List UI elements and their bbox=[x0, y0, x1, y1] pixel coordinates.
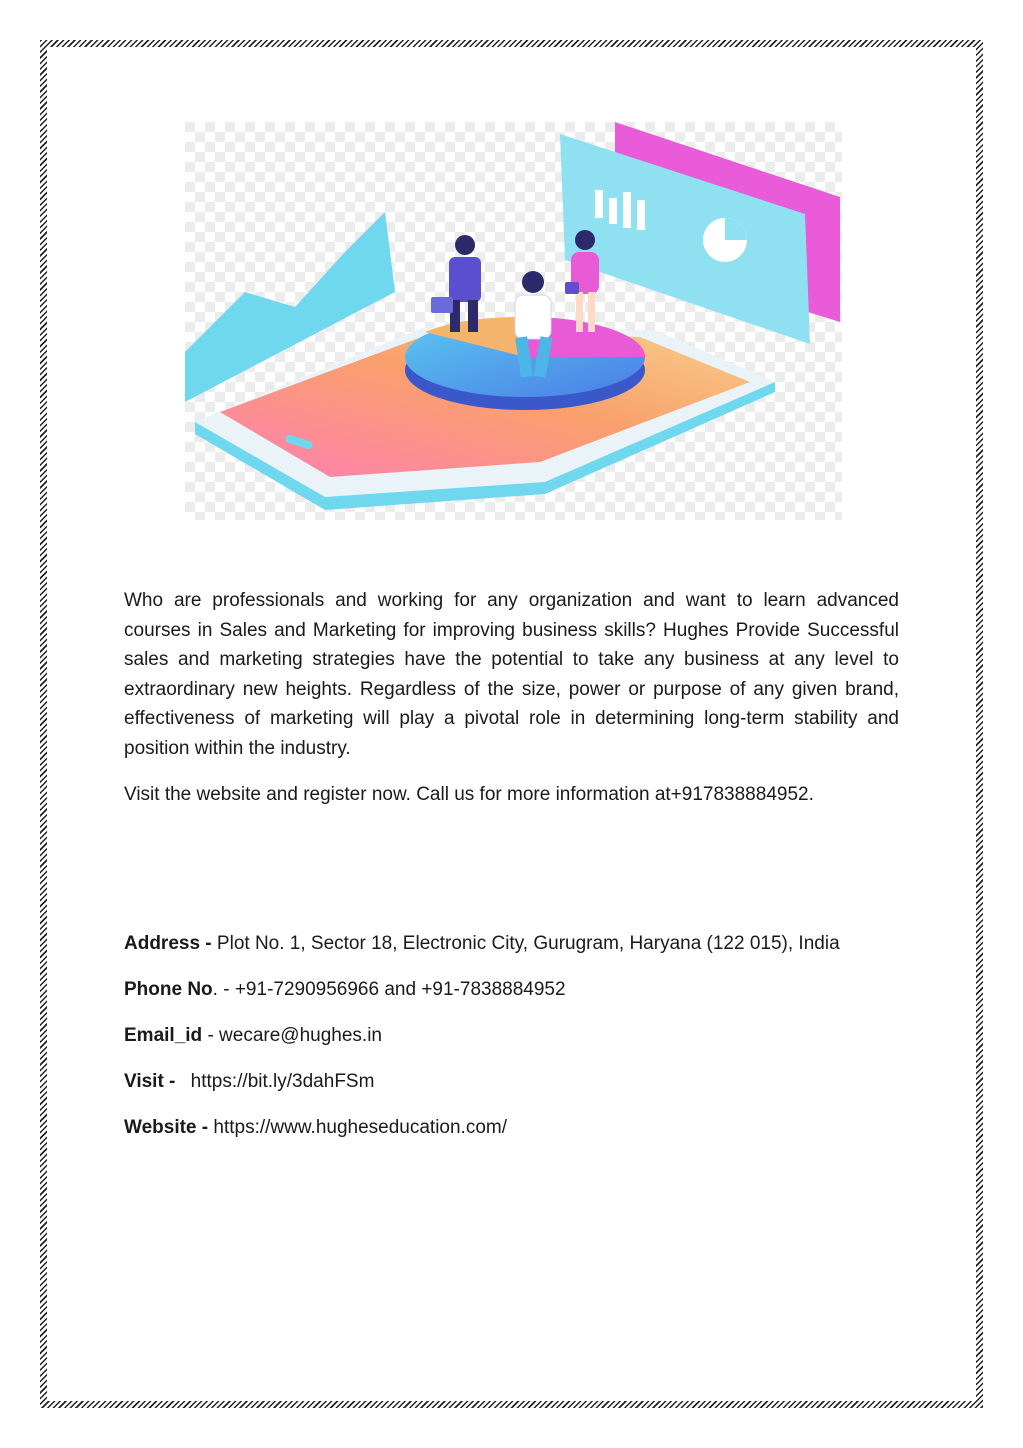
bar-icon bbox=[595, 190, 603, 218]
bar-icon bbox=[623, 192, 631, 228]
address-row bbox=[124, 929, 924, 958]
website-link[interactable]: https://www.hugheseducation.com/ bbox=[213, 1117, 507, 1138]
call-to-action-paragraph: Visit the website and register now. Call us for more information at+917838884952. bbox=[124, 784, 814, 805]
address-value: Plot No. 1, Sector 18, Electronic City, Gurugram, Haryana (122 015), India bbox=[216, 933, 840, 954]
website-row bbox=[124, 1113, 924, 1142]
visit-link[interactable]: https://bit.ly/3dahFSm bbox=[190, 1071, 375, 1092]
visit-label: Visit - bbox=[124, 1071, 176, 1092]
intro-paragraph: Who are professionals and working for any organization and want to learn advanced courses in Sales and Marketing for improving business skills? Hughes Provide Successful sales and marketing strategies have the potential to take any business at any level to extraordinary new heights. Regardless of the size, power or purpose of any given brand, effectiveness of marketing will play a pivotal role in determining long-term stability and position within the industry. bbox=[124, 590, 899, 759]
bar-icon bbox=[609, 198, 617, 224]
phone-label: Phone No bbox=[124, 979, 213, 1000]
email-row bbox=[124, 1021, 924, 1050]
contact-details bbox=[124, 929, 924, 1159]
bar-icon bbox=[637, 200, 645, 230]
phone-row bbox=[124, 975, 924, 1004]
address-label: Address - bbox=[124, 933, 212, 954]
website-label: Website - bbox=[124, 1117, 209, 1138]
email-value: - wecare@hughes.in bbox=[207, 1025, 382, 1046]
marketing-illustration bbox=[185, 122, 842, 520]
visit-row bbox=[124, 1067, 924, 1096]
illustration-svg bbox=[185, 122, 842, 520]
phone-value: . - +91-7290956966 and +91-7838884952 bbox=[212, 979, 566, 1000]
email-label: Email_id bbox=[124, 1025, 203, 1046]
intro-text bbox=[124, 586, 899, 810]
